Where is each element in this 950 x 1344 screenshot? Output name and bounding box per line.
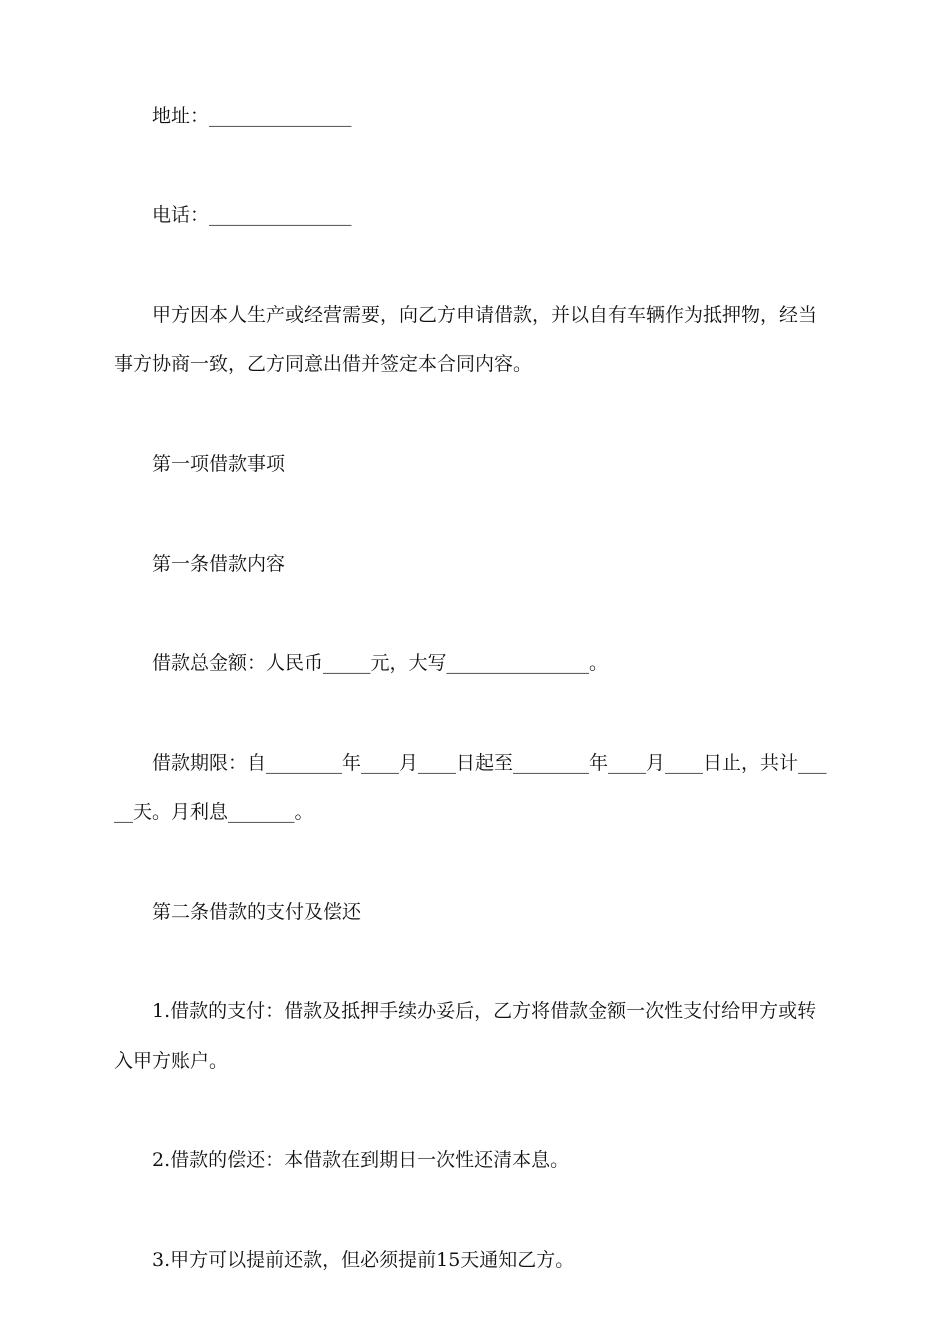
- clause-3: 3.甲方可以提前还款，但必须提前15天通知乙方。: [152, 1249, 575, 1271]
- loan-term-line-1: 借款期限：自________年____月____日起至________年____月____日止，共计___: [152, 752, 827, 774]
- intro-paragraph-line-1: 甲方因本人生产或经营需要，向乙方申请借款，并以自有车辆作为抵押物，经当: [152, 304, 818, 326]
- article-title-loan-content: 第一条借款内容: [152, 553, 286, 575]
- clause-1-line-2: 入甲方账户。: [114, 1050, 229, 1072]
- clause-1-line-1: 1.借款的支付：借款及抵押手续办妥后，乙方将借款金额一次性支付给甲方或转: [152, 1000, 817, 1022]
- article-title-payment-repayment: 第二条借款的支付及偿还: [152, 901, 362, 923]
- loan-term-line-2: __天。月利息_______。: [114, 801, 314, 823]
- phone-line: 电话：_______________: [152, 204, 352, 226]
- loan-amount-line: 借款总金额：人民币_____元，大写_______________。: [152, 652, 609, 674]
- clause-2: 2.借款的偿还：本借款在到期日一次性还清本息。: [152, 1149, 570, 1171]
- address-line: 地址：_______________: [152, 105, 352, 127]
- section-title-loan-matters: 第一项借款事项: [152, 453, 286, 475]
- intro-paragraph-line-2: 事方协商一致，乙方同意出借并签定本合同内容。: [114, 353, 533, 375]
